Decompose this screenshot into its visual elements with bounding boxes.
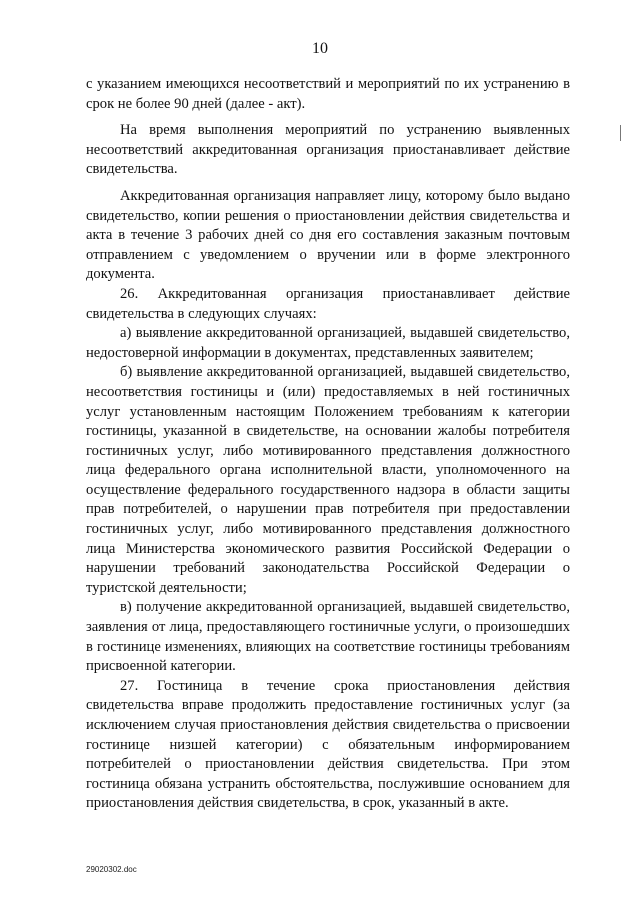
paragraph-notification: Аккредитованная организация направляет лицу, которому было выдано свидетельство, копии решения о приостановлении действия свидетельства и акта в течение 3 рабочих дней со дня его составления заказным почтовым отправлением с уведомлением о вручении или в форме электронного документа. [86,187,570,283]
footer-filename: 29020302.doc [86,865,137,874]
margin-mark [620,125,621,141]
paragraph-item-27: 27. Гостиница в течение срока приостановления действия свидетельства вправе продолжить предоставление гостиничных услуг (за исключением случая приостановления действия свидетельства о присвоении гостинице низшей категории) с обязательным информированием потребителей о приостановлении действия свидетельства. При этом гостиница обязана устранить обстоятельства, послужившие основанием для приостановления действия свидетельства, в срок, указанный в акте. [86,677,570,812]
paragraph-item-26-b: б) выявление аккредитованной организацией, выдавшей свидетельство, несоответствия гостиницы и (или) предоставляемых в ней гостиничных услуг установленным настоящим Положением требованиям к категории гостиницы, указанной в свидетельстве, на основании жалобы потребителя гостиничных услуг, либо мотивированного представления должностного лица федерального органа исполнительной власти, уполномоченного на осуществление федерального государственного надзора в области защиты прав потребителей, о нарушении прав потребителя при предоставлении гостиничных услуг, либо мотивированного представления должностного лица Министерства экономического развития Российской Федерации о нарушении требований законодательства Российской Федерации о туристской деятельности; [86,364,570,596]
paragraph-item-26: 26. Аккредитованная организация приостанавливает действие свидетельства в следующих случаях: [86,285,570,322]
paragraph-item-26-a: а) выявление аккредитованной организацией, выдавшей свидетельство, недостоверной информации в документах, представленных заявителем; [86,325,570,361]
page-number: 10 [312,40,328,57]
paragraph-item-26-v: в) получение аккредитованной организацией, выдавшей свидетельство, заявления от лица, предоставляющего гостиничные услуги, о произошедших в гостинице изменениях, влияющих на соответствие гостиницы требованиям присвоенной категории. [86,599,570,675]
document-body [86,75,570,814]
paragraph-suspension-period: На время выполнения мероприятий по устранению выявленных несоответствий аккредитованная организация приостанавливает действие свидетельства. [86,122,570,178]
paragraph-continuation: с указанием имеющихся несоответствий и мероприятий по их устранению в срок не более 90 дней (далее - акт). [86,76,570,112]
